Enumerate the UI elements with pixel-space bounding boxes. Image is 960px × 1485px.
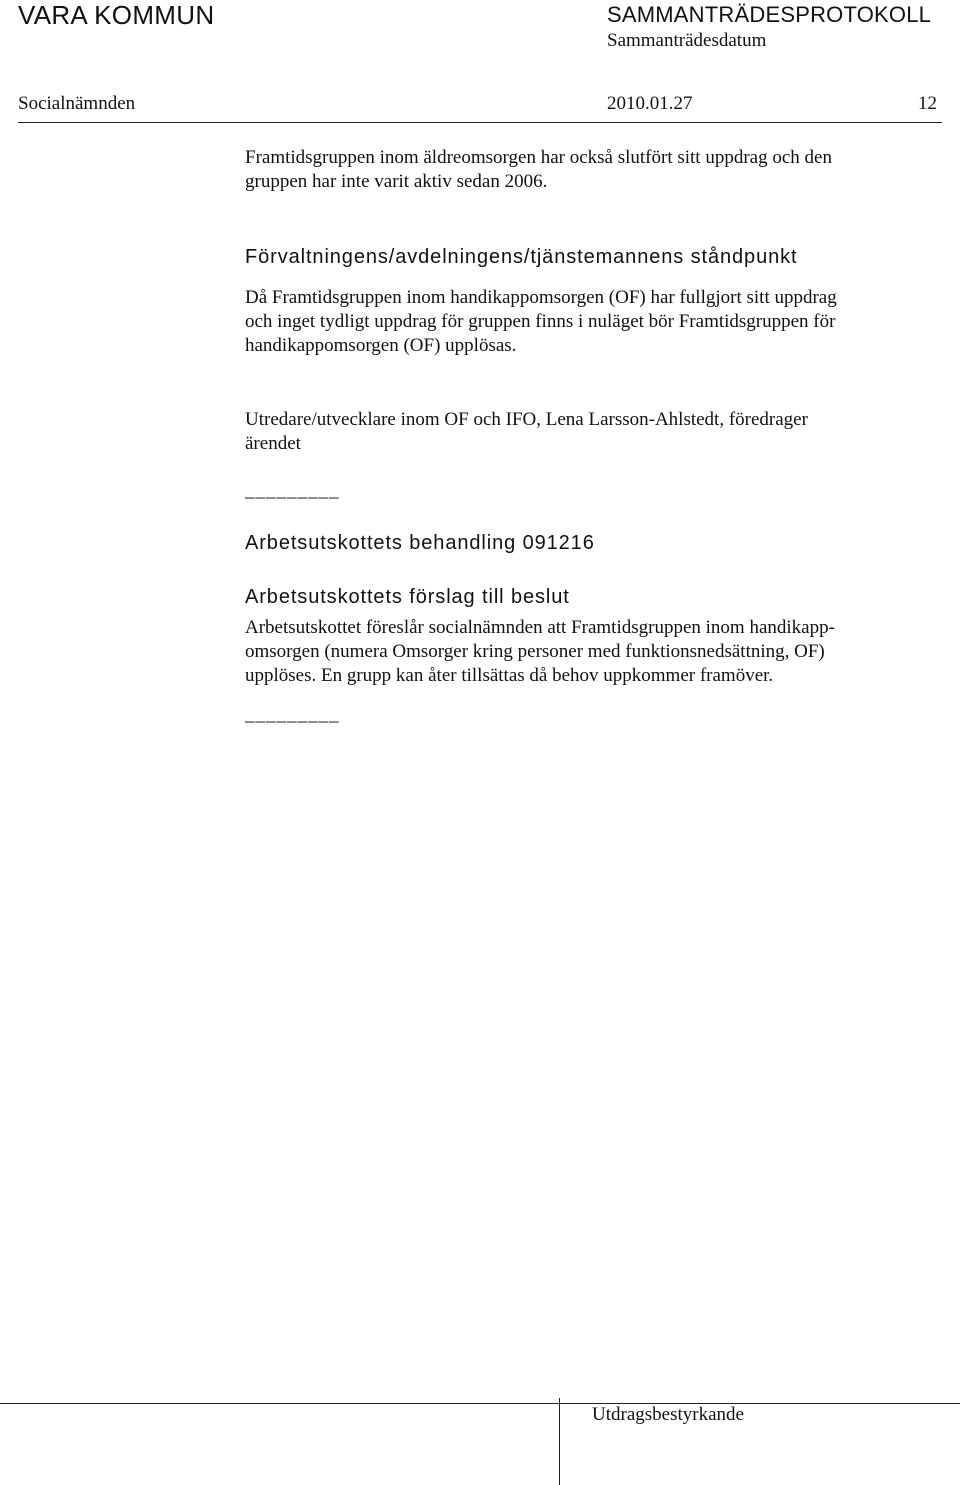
- presenter-paragraph: [245, 408, 945, 456]
- meeting-date-label: Sammanträdesdatum: [607, 30, 767, 51]
- intro-paragraph: [245, 146, 945, 194]
- organization-name: VARA KOMMUN: [18, 0, 215, 30]
- proposal-line: omsorgen (numera Omsorger kring personer med funktionsnedsättning, OF): [245, 641, 825, 662]
- document-type: SAMMANTRÄDESPROTOKOLL: [607, 2, 932, 27]
- footer-certification-label: Utdragsbestyrkande: [592, 1404, 744, 1425]
- footer-column-divider: [559, 1398, 560, 1485]
- committee-handling-heading: Arbetsutskottets behandling 091216: [245, 532, 595, 554]
- standpoint-paragraph: [245, 286, 945, 358]
- intro-line: gruppen har inte varit aktiv sedan 2006.: [245, 171, 548, 192]
- footer-divider: [0, 1403, 960, 1404]
- standpoint-line: Då Framtidsgruppen inom handikappomsorgen (OF) har fullgjort sitt uppdrag: [245, 287, 837, 308]
- standpoint-line: och inget tydligt uppdrag för gruppen finns i nuläget bör Framtidsgruppen för: [245, 311, 836, 332]
- standpoint-line: handikappomsorgen (OF) upplösas.: [245, 335, 517, 356]
- section-separator: _________: [245, 480, 340, 501]
- proposal-heading: Arbetsutskottets förslag till beslut: [245, 586, 570, 608]
- proposal-line: Arbetsutskottet föreslår socialnämnden att Framtidsgruppen inom handikapp-: [245, 617, 835, 638]
- committee-name: Socialnämnden: [18, 93, 136, 114]
- proposal-line: upplöses. En grupp kan åter tillsättas då behov uppkommer framöver.: [245, 665, 774, 686]
- presenter-line: ärendet: [245, 433, 301, 454]
- intro-line: Framtidsgruppen inom äldreomsorgen har också slutfört sitt uppdrag och den: [245, 147, 832, 168]
- standpoint-heading: Förvaltningens/avdelningens/tjänstemannens ståndpunkt: [245, 246, 798, 268]
- presenter-line: Utredare/utvecklare inom OF och IFO, Lena Larsson-Ahlstedt, föredrager: [245, 409, 808, 430]
- meeting-date: 2010.01.27: [607, 93, 693, 114]
- header-divider: [18, 122, 942, 123]
- section-separator: _________: [245, 704, 340, 725]
- page-number: 12: [918, 93, 937, 114]
- proposal-paragraph: [245, 616, 945, 688]
